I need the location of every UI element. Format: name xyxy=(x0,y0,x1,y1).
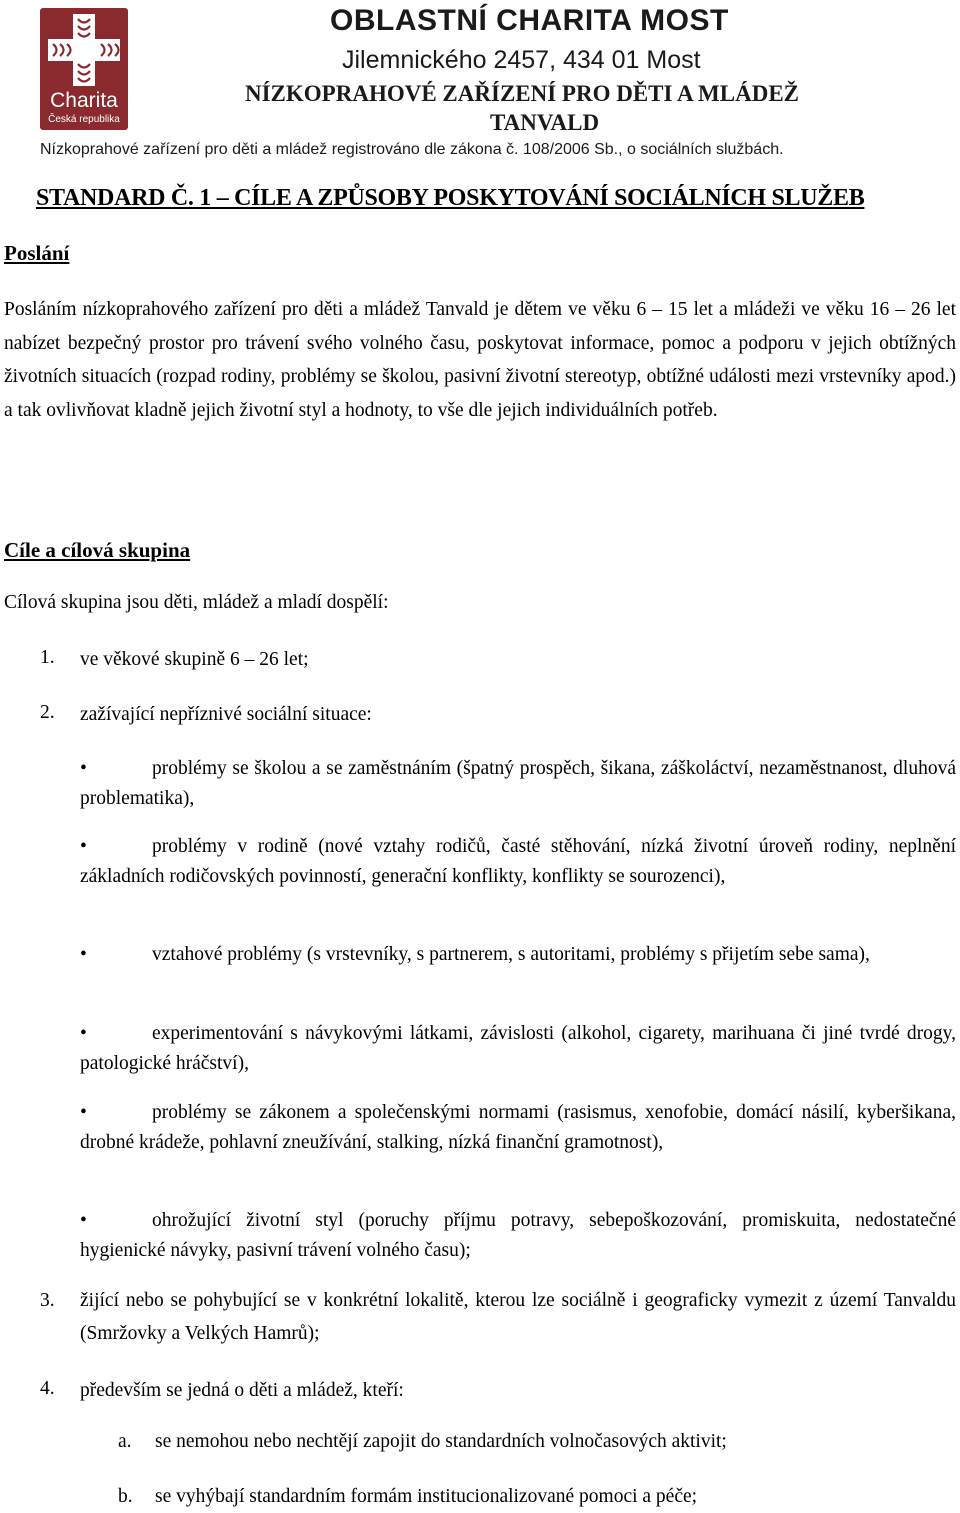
bullet-symbol: • xyxy=(80,836,87,857)
list-item-number: 1. xyxy=(40,647,55,668)
bullet-text: problémy se zákonem a společenskými normami (rasismus, xenofobie, domácí násilí, kyberšikana, drobné krádeže, pohlavní zneužívání, stalking, nízká finanční gramotnost), xyxy=(80,1102,956,1153)
registration-note: Nízkoprahové zařízení pro děti a mládež registrováno dle zákona č. 108/2006 Sb., o sociálních službách. xyxy=(40,141,784,158)
bullet-text: experimentování s návykovými látkami, závislosti (alkohol, cigarety, marihuana či jiné tvrdé drogy, patologické hráčství), xyxy=(80,1023,956,1074)
bullet-text: problémy se školou a se zaměstnáním (špatný prospěch, šikana, záškoláctví, nezaměstnanost, dluhová problematika), xyxy=(80,758,956,809)
list-item-number: 2. xyxy=(40,702,55,723)
bullet-symbol: • xyxy=(80,758,87,779)
cile-heading: Cíle a cílová skupina xyxy=(4,538,191,562)
charita-logo xyxy=(40,8,128,130)
facility-name: NÍZKOPRAHOVÉ ZAŘÍZENÍ PRO DĚTI A MLÁDEŽ xyxy=(245,81,799,106)
subitem-text: se nemohou nebo nechtějí zapojit do standardních volnočasových aktivit; xyxy=(155,1431,727,1452)
subitem-letter: b. xyxy=(118,1486,133,1507)
bullet-symbol: • xyxy=(80,1102,87,1123)
poslani-paragraph: Posláním nízkoprahového zařízení pro děti a mládež Tanvald je dětem ve věku 6 – 15 let a mládeži ve věku 16 – 26 let nabízet bezpečný prostor pro trávení svého volného času, poskytovat informace, pomoc a podporu v jejich obtížných životních situacích (rozpad rodiny, problémy se školou, pasivní životní stereotyp, obtížné události mezi vrstevníky apod.) a tak ovlivňovat kladně jejich životní styl a hodnoty, to vše dle jejich individuálních potřeb. xyxy=(4,299,956,421)
bullet-item xyxy=(80,832,956,891)
bullet-text: ohrožující životní styl (poruchy příjmu potravy, sebepoškozování, promiskuita, nedostatečné hygienické návyky, pasivní trávení volného času); xyxy=(80,1210,956,1261)
charita-cross-icon xyxy=(48,14,120,86)
bullet-symbol: • xyxy=(80,944,87,965)
list-item-number: 3. xyxy=(40,1290,55,1311)
bullet-item xyxy=(80,1098,956,1157)
bullet-item xyxy=(80,754,956,813)
list-item-text: ve věkové skupině 6 – 26 let; xyxy=(80,649,309,670)
bullet-item xyxy=(80,1019,956,1078)
list-item-text: především se jedná o děti a mládež, kteří: xyxy=(80,1380,404,1401)
list-item-text: zažívající nepříznivé sociální situace: xyxy=(80,704,372,725)
facility-town: TANVALD xyxy=(490,110,600,135)
subitem-letter: a. xyxy=(118,1431,132,1452)
logo-name: Charita xyxy=(50,89,118,112)
bullet-symbol: • xyxy=(80,1023,87,1044)
target-group-intro: Cílová skupina jsou děti, mládež a mladí dospělí: xyxy=(4,592,389,613)
list-item-text: žijící nebo se pohybující se v konkrétní lokalitě, kterou lze sociálně i geograficky vymezit z území Tanvaldu (Smržovky a Velkých Hamrů); xyxy=(80,1290,956,1344)
standard-title: STANDARD Č. 1 – CÍLE A ZPŮSOBY POSKYTOVÁNÍ SOCIÁLNÍCH SLUŽEB xyxy=(36,185,865,211)
bullet-text: problémy v rodině (nové vztahy rodičů, časté stěhování, nízká životní úroveň rodiny, neplnění základních rodičovských povinností, generační konflikty, konflikty se sourozenci), xyxy=(80,836,956,887)
bullet-text: vztahové problémy (s vrstevníky, s partnerem, s autoritami, problémy s přijetím sebe sama), xyxy=(152,944,870,965)
bullet-symbol: • xyxy=(80,1210,87,1231)
subitem-text: se vyhýbají standardním formám institucionalizované pomoci a péče; xyxy=(155,1486,698,1507)
bullet-item xyxy=(80,1206,956,1265)
bullet-item xyxy=(80,940,956,970)
logo-country: Česká republika xyxy=(48,114,120,125)
poslani-heading: Poslání xyxy=(4,241,70,265)
organization-address: Jilemnického 2457, 434 01 Most xyxy=(342,46,701,74)
list-item-number: 4. xyxy=(40,1378,55,1399)
organization-title: OBLASTNÍ CHARITA MOST xyxy=(330,4,729,37)
